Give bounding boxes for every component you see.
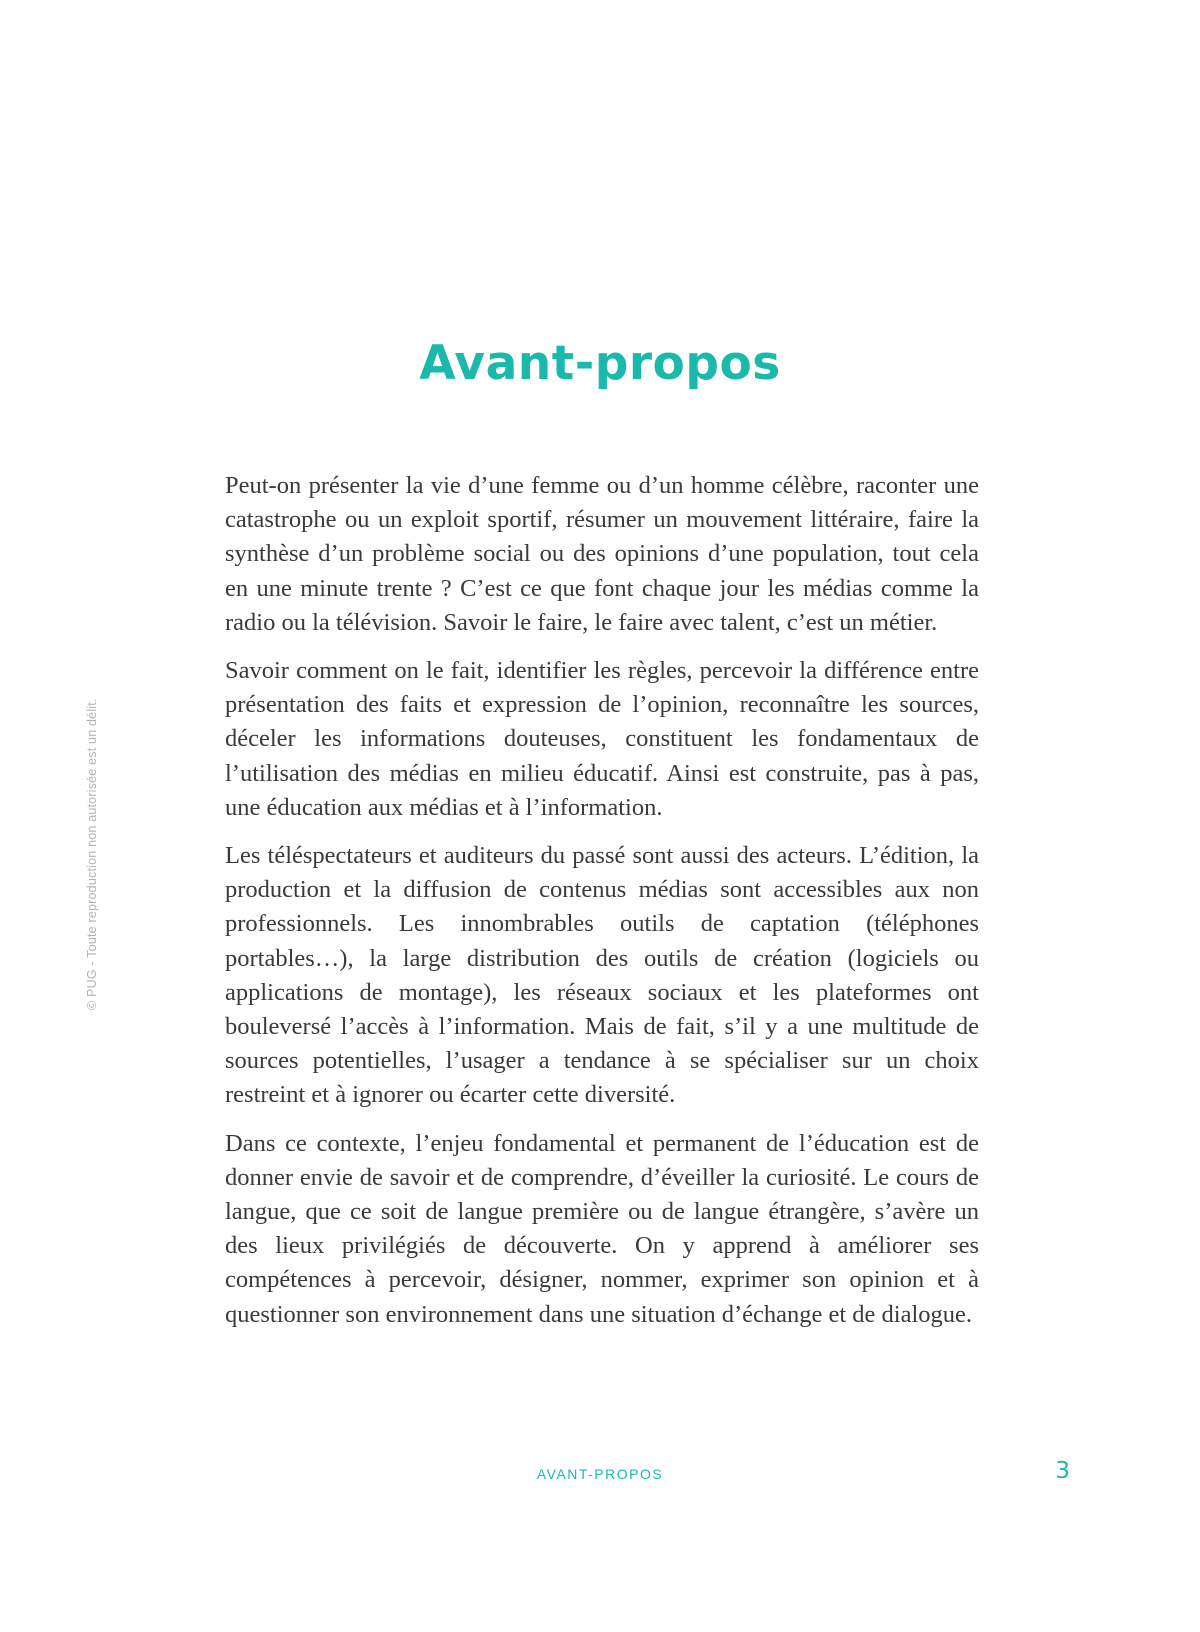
page-number: 3	[1055, 1458, 1070, 1484]
running-footer: AVANT-PROPOS	[536, 1466, 664, 1482]
copyright-notice: © PUG - Toute reproduction non autorisée est un délit.	[85, 698, 99, 1010]
paragraph-2: Savoir comment on le fait, identifier les règles, percevoir la différence entre présentation des faits et expression de l’opinion, reconnaître les sources, déceler les informations douteuses, constituent les fondamentaux de l’utilisation des médias en milieu éducatif. Ainsi est construite, pas à pas, une éducation aux médias et à l’information.	[225, 657, 979, 821]
paragraph-3: Les téléspectateurs et auditeurs du passé sont aussi des acteurs. L’édition, la production et la diffusion de contenus médias sont accessibles aux non professionnels. Les innombrables outils de captation (téléphones portables…), la large distribution des outils de création (logiciels ou applications de montage), les réseaux sociaux et les plateformes ont bouleversé l’accès à l’information. Mais de fait, s’il y a une multitude de sources potentielles, l’usager a tendance à se spécialiser sur un choix restreint et à ignorer ou écarter cette diversité.	[225, 842, 979, 1109]
paragraph-4: Dans ce contexte, l’enjeu fondamental et permanent de l’éducation est de donner envie de savoir et de comprendre, d’éveiller la curiosité. Le cours de langue, que ce soit de langue première ou de langue étrangère, s’avère un des lieux privilégiés de découverte. On y apprend à améliorer ses compétences à percevoir, désigner, nommer, exprimer son opinion et à questionner son environnement dans une situation d’échange et de dialogue.	[225, 1129, 979, 1328]
page-title: Avant-propos	[419, 336, 781, 391]
paragraph-1: Peut-on présenter la vie d’une femme ou d’un homme célèbre, raconter une catastrophe ou un exploit sportif, résumer un mouvement littéraire, faire la synthèse d’un problème social ou des opinions d’une population, tout cela en une minute trente ? C’est ce que font chaque jour les médias comme la radio ou la télévision. Savoir le faire, le faire avec talent, c’est un métier.	[225, 472, 979, 636]
body-text	[225, 469, 979, 1346]
